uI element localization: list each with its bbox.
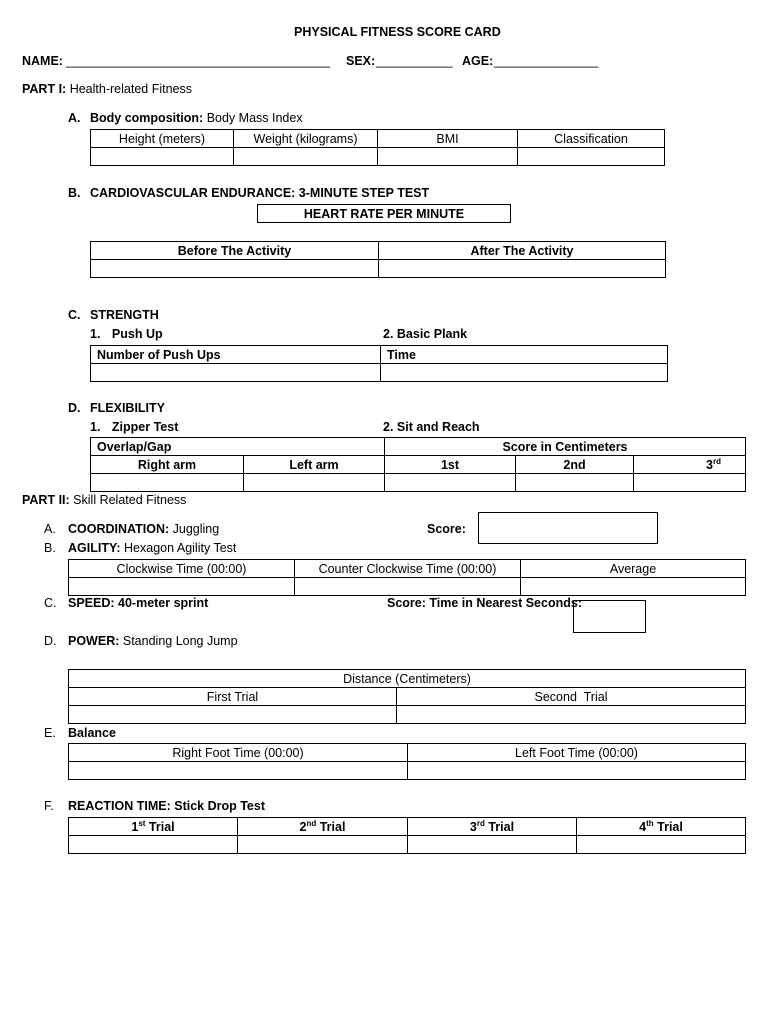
zipper-test-label: Zipper Test [111,420,179,434]
column-header: Weight (kilograms) [234,130,378,148]
classification-input-cell[interactable] [518,148,665,166]
table-header-row [69,560,746,578]
column-header: Right arm [91,456,244,474]
table-header-row [69,744,746,762]
table-row [91,260,666,278]
column-header-3rd [634,456,746,474]
sex-field-line[interactable]: ___________ [376,54,453,68]
section-letter: C. [68,308,81,322]
trial-1-input-cell[interactable] [69,836,238,854]
coordination-heading [68,522,219,536]
ordinal-suffix: nd [306,818,317,828]
after-activity-input-cell[interactable] [379,260,666,278]
table-row [69,762,746,780]
trial-3rd-input-cell[interactable] [634,474,746,492]
plank-time-input-cell[interactable] [381,364,668,382]
trial-word: Trial [145,819,175,834]
page-title: PHYSICAL FITNESS SCORE CARD [294,25,501,39]
ordinal-number: 3 [706,457,713,472]
ordinal-number: 3 [469,819,477,834]
agility-label: AGILITY: [68,541,121,555]
average-input-cell[interactable] [521,578,746,596]
trial-3-header [408,818,577,836]
heart-rate-header-box [257,204,511,223]
table-row [91,148,665,166]
column-header: Counter Clockwise Time (00:00) [295,560,521,578]
height-input-cell[interactable] [91,148,234,166]
table-header-row [69,818,746,836]
flexibility-table [90,437,746,492]
column-header: Left arm [244,456,385,474]
table-row [91,474,746,492]
trial-4-header [577,818,746,836]
section-letter: D. [44,634,57,648]
speed-heading: SPEED: 40-meter sprint [68,596,209,610]
section-letter: B. [68,186,81,200]
basic-plank-subheading: 2. Basic Plank [383,327,468,341]
body-composition-label: Body composition: [90,111,204,125]
speed-score-label: Score: Time in Nearest Seconds: [387,596,582,610]
right-foot-input-cell[interactable] [69,762,408,780]
column-header: After The Activity [379,242,666,260]
name-field-line[interactable]: ______________________________________ [66,54,331,68]
coordination-label: COORDINATION: [68,522,170,536]
right-arm-input-cell[interactable] [91,474,244,492]
body-composition-detail: Body Mass Index [206,111,303,125]
column-header: Number of Push Ups [91,346,381,364]
second-trial-input-cell[interactable] [397,706,746,724]
column-header: 2nd [516,456,634,474]
section-letter: A. [44,522,56,536]
reaction-time-table [68,817,746,854]
ordinal-suffix: rd [712,456,721,466]
power-label: POWER: [68,634,120,648]
trial-word: Trial [653,819,683,834]
section-letter: E. [44,726,56,740]
agility-table [68,559,746,596]
zipper-test-subheading [90,420,178,434]
section-letter: B. [44,541,56,555]
part2-subtitle: Skill Related Fitness [73,493,187,507]
cardio-heading: CARDIOVASCULAR ENDURANCE: 3-MINUTE STEP TEST [90,186,430,200]
left-foot-input-cell[interactable] [408,762,746,780]
ordinal-suffix: st [138,818,146,828]
before-activity-input-cell[interactable] [91,260,379,278]
column-header: Clockwise Time (00:00) [69,560,295,578]
table-row [69,578,746,596]
trial-2nd-input-cell[interactable] [516,474,634,492]
column-header: 1st [385,456,516,474]
ordinal-suffix: rd [476,818,485,828]
section-letter: C. [44,596,57,610]
left-arm-input-cell[interactable] [244,474,385,492]
name-label: NAME: [22,54,63,68]
table-header-row [91,456,746,474]
table-row [91,364,668,382]
trial-4-input-cell[interactable] [577,836,746,854]
trial-2-input-cell[interactable] [238,836,408,854]
heart-rate-table [90,241,666,278]
column-header: Second Trial [397,688,746,706]
body-composition-heading [90,111,303,125]
column-header: Left Foot Time (00:00) [408,744,746,762]
agility-heading [68,541,236,555]
heart-rate-header: HEART RATE PER MINUTE [258,205,511,223]
table-header-row [91,130,665,148]
balance-heading: Balance [68,726,116,740]
age-label: AGE: [462,54,494,68]
column-header: First Trial [69,688,397,706]
column-header: Before The Activity [91,242,379,260]
part1-subtitle: Health-related Fitness [69,82,192,96]
bmi-input-cell[interactable] [378,148,518,166]
flexibility-heading: FLEXIBILITY [90,401,165,415]
part2-heading [22,493,186,507]
strength-heading: STRENGTH [90,308,159,322]
part2-title: PART II: [22,493,70,507]
reaction-time-heading: REACTION TIME: Stick Drop Test [68,799,266,813]
push-up-subheading [90,327,163,341]
counter-clockwise-input-cell[interactable] [295,578,521,596]
ordinal-suffix: th [646,818,654,828]
bmi-table [90,129,665,166]
score-cm-header: Score in Centimeters [385,438,746,456]
trial-2-header [238,818,408,836]
subitem-number: 1. [90,420,101,434]
column-header: Right Foot Time (00:00) [69,744,408,762]
part1-title: PART I: [22,82,67,96]
agility-detail: Hexagon Agility Test [124,541,237,555]
coordination-score-label: Score: [427,522,466,536]
balance-table [68,743,746,780]
trial-word: Trial [484,819,515,834]
column-header: Height (meters) [91,130,234,148]
power-heading [68,634,238,648]
table-header-row [69,688,746,706]
column-header: BMI [378,130,518,148]
part1-heading [22,82,192,96]
table-header-row [91,242,666,260]
power-detail: Standing Long Jump [122,634,238,648]
table-group-row [91,438,746,456]
table-group-row [69,670,746,688]
sit-and-reach-subheading: 2. Sit and Reach [383,420,480,434]
distance-header: Distance (Centimeters) [69,670,746,688]
table-header-row [91,346,668,364]
ordinal-number: 2 [299,819,307,834]
column-header: Classification [518,130,665,148]
trial-3-input-cell[interactable] [408,836,577,854]
trial-1st-input-cell[interactable] [385,474,516,492]
subitem-number: 1. [90,327,101,341]
column-header: Time [381,346,668,364]
trial-1-header [69,818,238,836]
push-ups-input-cell[interactable] [91,364,381,382]
strength-table [90,345,668,382]
clockwise-input-cell[interactable] [69,578,295,596]
coordination-detail: Juggling [172,522,220,536]
age-field-line[interactable]: _______________ [494,54,599,68]
weight-input-cell[interactable] [234,148,378,166]
column-header: Average [521,560,746,578]
coordination-score-box[interactable] [478,512,658,544]
speed-score-box[interactable] [573,600,646,633]
table-row [69,836,746,854]
section-letter: A. [68,111,81,125]
section-letter: F. [44,799,54,813]
section-letter: D. [68,401,81,415]
trial-word: Trial [316,819,346,834]
ordinal-number: 4 [639,819,647,834]
power-table [68,669,746,724]
table-row [69,706,746,724]
sex-label: SEX: [346,54,376,68]
push-up-label: Push Up [111,327,163,341]
ordinal-number: 1 [131,819,139,834]
overlap-gap-header: Overlap/Gap [91,438,385,456]
first-trial-input-cell[interactable] [69,706,397,724]
